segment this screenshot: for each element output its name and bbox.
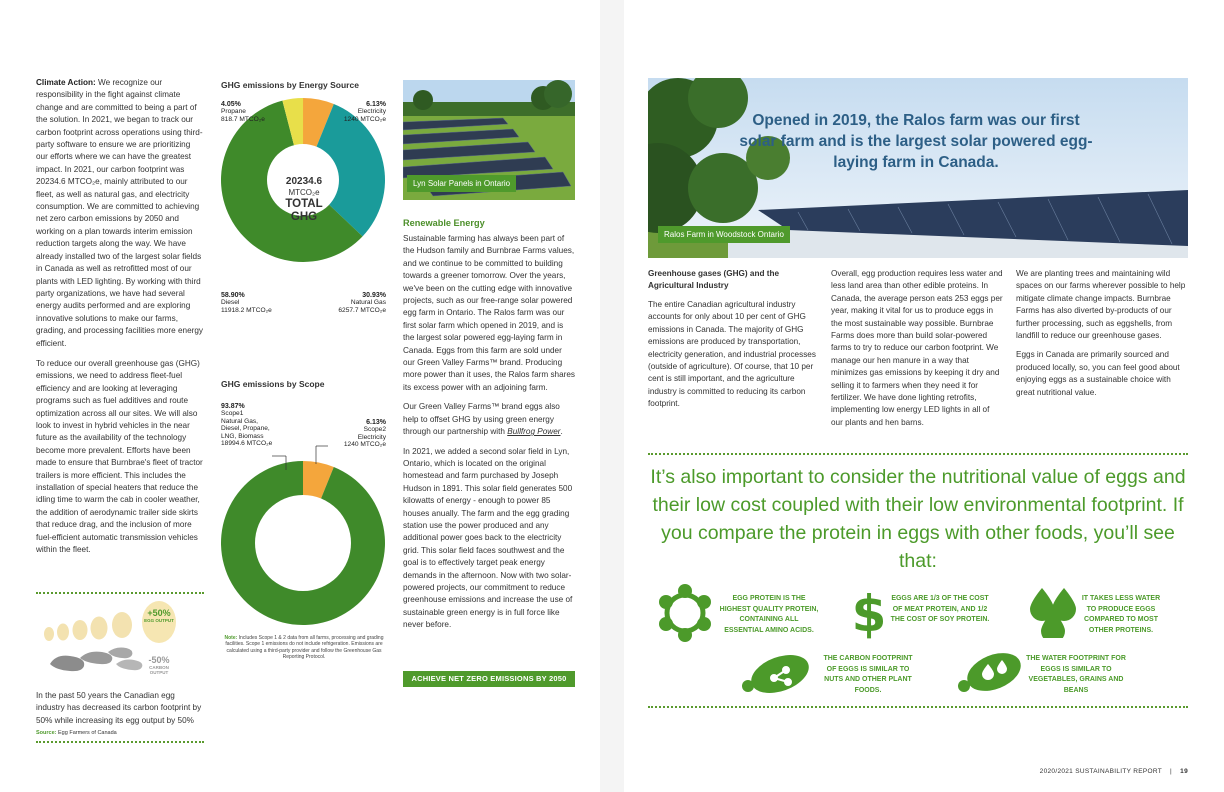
- climate-action-text: We recognize our responsibility in the fight against climate change and are committed to being a part of the solution. In 2021, we began to track our carbon footprint across operations using third-party software to ensure we are prioritizing our efforts where we can have the greatest impact. In 2021, our carbon footprint was 20234.6 MTCO₂e, mainly attributed to our fleet, as well as natural gas, and electricity consumption. We are committed to achieving net zero carbon emissions by 2050 and working on a plan towards interim emission reduction targets along the way. We have already installed two of the largest solar fields in Canada as well as retrofitted most of our plants with LED lighting. By working with third party organizations, we have had several energy audits performed and are exploring innovative solutions to make our farms, grading, and processing facilities more energy efficient.: [36, 78, 204, 348]
- fleet-paragraph: To reduce our overall greenhouse gas (GHG) emissions, we need to address fleet-fuel efficiency and are looking at leveraging programs such as fuel additives and route optimization across all our sites. We will also look to invest in hybrid vehicles in the near future as the availability of the technology become more prevalent. Efforts have been made to ensure that Burnbrae's fleet of tractor trailers is more efficient. This includes the installation of special heaters that reduce the idling time to warm the cab in cooler weather, the addition of aerodynamic trailer side skirts that reduce drag, and the inclusion of more fuel-efficient automatic transmission vehicles within the fleet.: [36, 358, 203, 555]
- electricity-label: 6.13% Electricity 1240 MTCO₂e: [343, 101, 386, 123]
- climate-action-column: [36, 77, 204, 556]
- water-footprint-icon: [958, 650, 1024, 694]
- ghg-paragraph-1: The entire Canadian agricultural industry accounts for only about 10 per cent of GHG emissions in Canada. The majority of GHG emissions are produced by transportation, electricity generation, and industrial processes (outside of agriculture). Of course, that 10 per cent is still important, and the agriculture industry is committed to reducing its carbon footprint.: [648, 300, 816, 409]
- ralos-headline: Opened in 2019, the Ralos farm was our first solar farm and is the largest solar powered egg-laying farm in Canada.: [739, 112, 1093, 171]
- ghg-paragraph-4: Eggs in Canada are primarily sourced and produced locally, so, you can feel good about enjoying eggs as a sustainable choice with great nutritional value.: [1016, 350, 1180, 397]
- scope-donut-chart: [220, 460, 386, 626]
- net-zero-badge: ACHIEVE NET ZERO EMISSIONS BY 2050: [403, 671, 575, 687]
- eggs-footprint-graphic: [36, 600, 204, 684]
- page-footer: [1040, 768, 1188, 775]
- divider: [36, 592, 204, 594]
- ghg-paragraph-2: Overall, egg production requires less water and less land area than other edible proteins. In Canada, the average person eats 253 eggs per year, making it vital for us to produce eggs in the most sustainable way possible. Burnbrae Farms does more than build solar-powered farms to try to reduce our carbon footprint. We manage our hen manure in a way that minimizes gas emissions by keeping it dry and selling it to farmers when they need it for fertilizer. We have done lighting retrofits, implementing low energy LED lights in all of our plants and hen barns.: [831, 269, 1003, 427]
- ralos-photo-caption: Ralos Farm in Woodstock Ontario: [658, 226, 790, 243]
- egg-production-column: [831, 268, 1003, 429]
- page-number: 19: [1180, 768, 1188, 775]
- report-title: 2020/2021 SUSTAINABILITY REPORT: [1039, 768, 1162, 775]
- sustainability-column: [1016, 268, 1188, 399]
- page-gutter: [600, 0, 624, 792]
- divider: [36, 741, 204, 743]
- lyn-photo-caption: Lyn Solar Panels in Ontario: [407, 175, 516, 192]
- climate-action-lead: Climate Action:: [36, 78, 96, 87]
- renewable-paragraph-1: Sustainable farming has always been part of the Hudson family and Burnbrae Farms values, and we continue to be committed to building towards a greener tomorrow. Over the years, we've been on the cutting edge with innovative projects, such as our free-range solar powered egg farm in Ontario. The Ralos farm was our first solar farm which opened in 2019, and is the largest solar powered egg-laying farm in Canada. Eggs from this farm are sold under our Green Valley Farms™ brand. Producing more power than it uses, the Ralos farm shares its excess power with an adjoining farm.: [403, 234, 576, 392]
- egg-output-stat: +50% EGG OUTPUT: [144, 608, 174, 623]
- propane-label: 4.05% Propane 818.7 MTCO₂e: [221, 101, 265, 123]
- scope-leader-lines: [220, 440, 386, 480]
- renewable-energy-column: [403, 218, 575, 632]
- lyn-solar-photo: [403, 80, 575, 200]
- nutrition-callout: It’s also important to consider the nutritional value of eggs and their low cost coupled with their low environmental footprint. If you compare the protein in eggs with other foods, you’ll see that:: [650, 466, 1186, 572]
- carbon-output-stat: -50% CARBON OUTPUT: [148, 655, 170, 675]
- fact-water-use: IT TAKES LESS WATER TO PRODUCE EGGS COMPARED TO MOST OTHER PROTEINS.: [1081, 595, 1161, 634]
- divider: [648, 706, 1188, 708]
- fact-protein-cost: EGGS ARE 1/3 OF THE COST OF MEAT PROTEIN, AND 1/2 THE COST OF SOY PROTEIN.: [890, 595, 990, 623]
- fact-water-footprint: THE WATER FOOTPRINT FOR EGGS IS SIMILAR TO VEGETABLES, GRAINS AND BEANS: [1026, 655, 1126, 694]
- ralos-farm-photo: [648, 78, 1188, 258]
- scope2-label: 6.13% Scope2 Electricity 1240 MTCO₂e: [343, 419, 386, 449]
- scope-chart-title: GHG emissions by Scope: [221, 379, 325, 389]
- diesel-label: 58.90% Diesel 11918.2 MTCO₂e: [221, 292, 272, 314]
- carbon-footprint-icon: [742, 650, 812, 694]
- ghg-agriculture-column: [648, 268, 820, 411]
- fact-protein-quality: EGG PROTEIN IS THE HIGHEST QUALITY PROTEIN, CONTAINING ALL ESSENTIAL AMINO ACIDS.: [719, 595, 819, 634]
- climate-action-paragraph: [36, 77, 204, 350]
- scope1-label: 93.87% Scope1 Natural Gas, Diesel, Propane, LNG, Biomass 18994.6 MTCO₂e: [221, 403, 273, 448]
- total-ghg-label: 20234.6 MTCO₂e TOTAL GHG: [285, 176, 323, 223]
- svg-text:$: $: [852, 585, 886, 641]
- renewable-paragraph-2: Our Green Valley Farms™ brand eggs also help to offset GHG by using green energy through our partnership with Bullfrog Power.: [403, 402, 563, 437]
- dollar-sign-icon: [852, 585, 886, 641]
- egg-carbon-infographic: [36, 600, 204, 684]
- energy-source-chart-title: GHG emissions by Energy Source: [221, 80, 359, 90]
- protein-molecule-icon: [655, 583, 715, 643]
- bullfrog-power-link[interactable]: Bullfrog Power: [507, 427, 561, 437]
- fact-carbon-footprint: THE CARBON FOOTPRINT OF EGGS IS SIMILAR TO NUTS AND OTHER PLANT FOODS.: [823, 655, 913, 694]
- ghg-paragraph-3: We are planting trees and maintaining wild spaces on our farms wherever possible to help mitigate climate change impacts. Burnbrae Farms has also diverted by-products of our further processing, such as eggshells, from landfill to reduce our greenhouse gases.: [1016, 269, 1186, 341]
- divider: [648, 453, 1188, 455]
- left-page: [0, 0, 600, 792]
- water-drops-icon: [1030, 588, 1076, 638]
- natural-gas-label: 30.93% Natural Gas 6257.7 MTCO₂e: [338, 292, 386, 314]
- ghg-agriculture-heading: Greenhouse gases (GHG) and the Agricultural Industry: [648, 269, 780, 290]
- renewable-energy-heading: Renewable Energy: [403, 218, 485, 228]
- charts-note: Note: Includes Scope 1 & 2 data from all farms, processing and grading facilities. Scope 1 emissions do not include refrigeration. Emissions are calculated using a third-party provider and follow the Greenhouse Gas Reporting Protocol.: [224, 635, 384, 660]
- infographic-source: Source: Egg Farmers of Canada: [36, 730, 117, 736]
- infographic-caption: In the past 50 years the Canadian egg industry has decreased its carbon footprint by 50% while increasing its egg output by 50%: [36, 691, 202, 725]
- pie-center-hole: [255, 495, 351, 591]
- renewable-paragraph-3: In 2021, we added a second solar field in Lyn, Ontario, which is located on the original homestead and farm purchased by Joseph Hudson in 1891. This solar field generates 500 kilowatts of energy - enough to power 85 houses anually. The farm and the egg grading station use the power produced and any additional power goes back to the electricity grid. This solar field faces southwest and the goal is to effectively target peak energy demands in the afternoon. Now with two solar-powered projects, our commitment to reduce greenhouse emissions and increase the use of sustainable green energy is in full force like never before.: [403, 446, 573, 630]
- footer-separator: |: [1170, 768, 1173, 775]
